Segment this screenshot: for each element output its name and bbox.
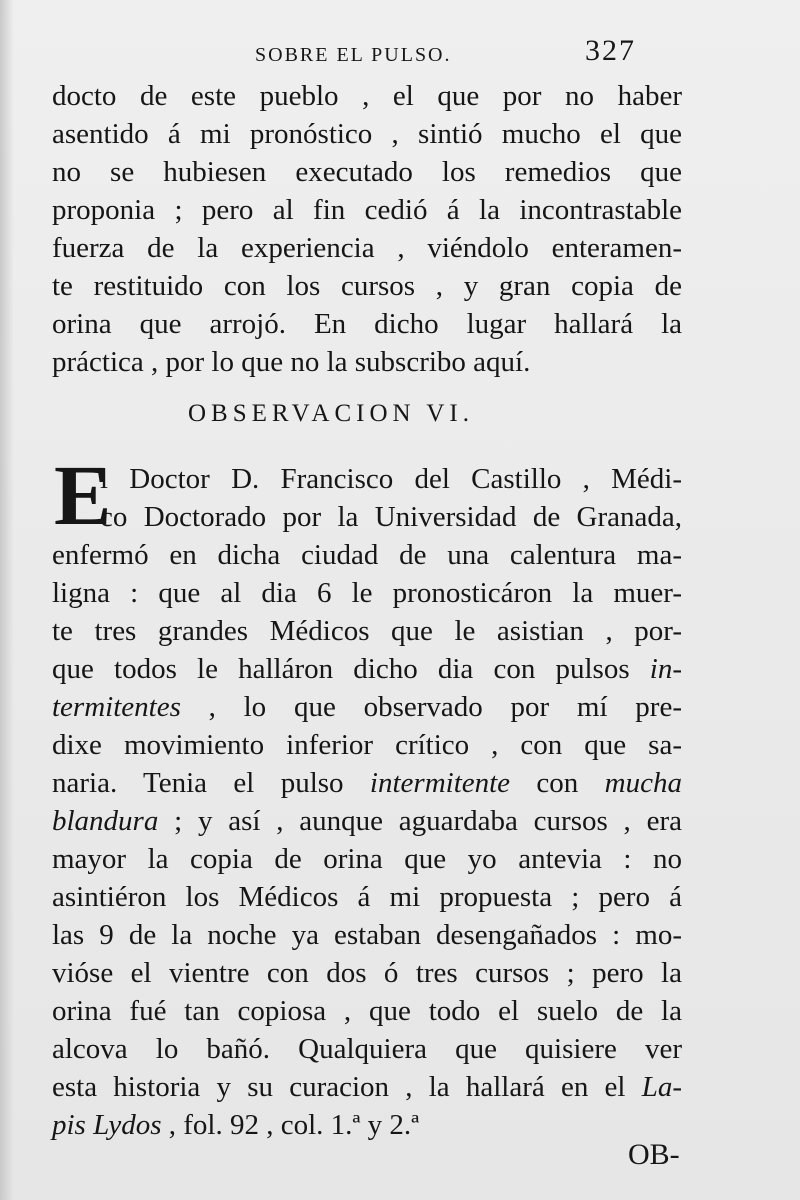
text-line	[52, 650, 682, 688]
italic-text: intermitente	[369, 767, 511, 799]
text-line: vióse el vientre con dos ó tres cursos ; pero la	[52, 957, 682, 989]
text-line: las 9 de la noche ya estaban desengañados : mo-	[52, 919, 682, 951]
page-header	[255, 34, 675, 78]
running-title: SOBRE EL PULSO.	[255, 44, 452, 66]
text-line: te restituido con los cursos , y gran copia de	[52, 270, 682, 302]
text-line: dixe movimiento inferior crítico , con que sa-	[52, 729, 682, 761]
text-line: ligna : que al dia 6 le pronosticáron la muer-	[52, 577, 682, 609]
italic-text: La-	[641, 1071, 682, 1103]
text-line	[52, 688, 682, 726]
text-line	[52, 802, 682, 840]
text-line: asintiéron los Médicos á mi propuesta ; pero á	[52, 881, 682, 913]
text-span: ; y así , aunque aguardaba cursos , era	[158, 805, 682, 837]
text-line: alcova lo bañó. Qualquiera que quisiere ver	[52, 1033, 682, 1065]
text-span: naria. Tenia el pulso	[52, 767, 370, 799]
text-line: co Doctorado por la Universidad de Granada,	[100, 501, 682, 533]
catchword: OB-	[628, 1138, 680, 1171]
text-line: l Doctor D. Francisco del Castillo , Médi-	[100, 463, 682, 495]
italic-text: termitentes	[52, 691, 181, 723]
text-span: esta historia y su curacion , la hallará en el	[52, 1071, 642, 1103]
text-line	[52, 1106, 682, 1144]
text-line: asentido á mi pronóstico , sintió mucho el que	[52, 118, 682, 150]
page-number: 327	[585, 34, 636, 67]
section-title: OBSERVACION VI.	[188, 400, 474, 427]
text-line: orina fué tan copiosa , que todo el suelo de la	[52, 995, 682, 1027]
drop-cap: E	[54, 447, 112, 543]
text-line: práctica , por lo que no la subscribo aquí.	[52, 346, 531, 378]
text-line: fuerza de la experiencia , viéndolo enteramen-	[52, 232, 682, 264]
text-span: , lo que observado por mí pre-	[180, 691, 682, 723]
page-edge-shadow	[0, 0, 14, 1200]
intro-paragraph	[52, 77, 682, 381]
text-line: orina que arrojó. En dicho lugar hallará la	[52, 308, 682, 340]
text-span: con	[510, 767, 605, 799]
text-line: enfermó en dicha ciudad de una calentura ma-	[52, 539, 682, 571]
text-span: que todos le halláron dicho dia con pulsos	[52, 653, 650, 685]
italic-text: blandura	[52, 805, 159, 837]
italic-text: pis Lydos	[52, 1109, 162, 1141]
text-line: proponia ; pero al fin cedió á la incontrastable	[52, 194, 682, 226]
observation-paragraph	[52, 460, 682, 1144]
italic-text: mucha	[604, 767, 682, 799]
text-line: no se hubiesen executado los remedios que	[52, 156, 682, 188]
text-line: docto de este pueblo , el que por no haber	[52, 80, 682, 112]
text-line: mayor la copia de orina que yo antevia : no	[52, 843, 682, 875]
text-line	[52, 764, 682, 802]
text-line	[52, 1068, 682, 1106]
text-line: te tres grandes Médicos que le asistian , por-	[52, 615, 682, 647]
text-span: , fol. 92 , col. 1.ª y 2.ª	[161, 1109, 420, 1141]
italic-text: in-	[649, 653, 682, 685]
